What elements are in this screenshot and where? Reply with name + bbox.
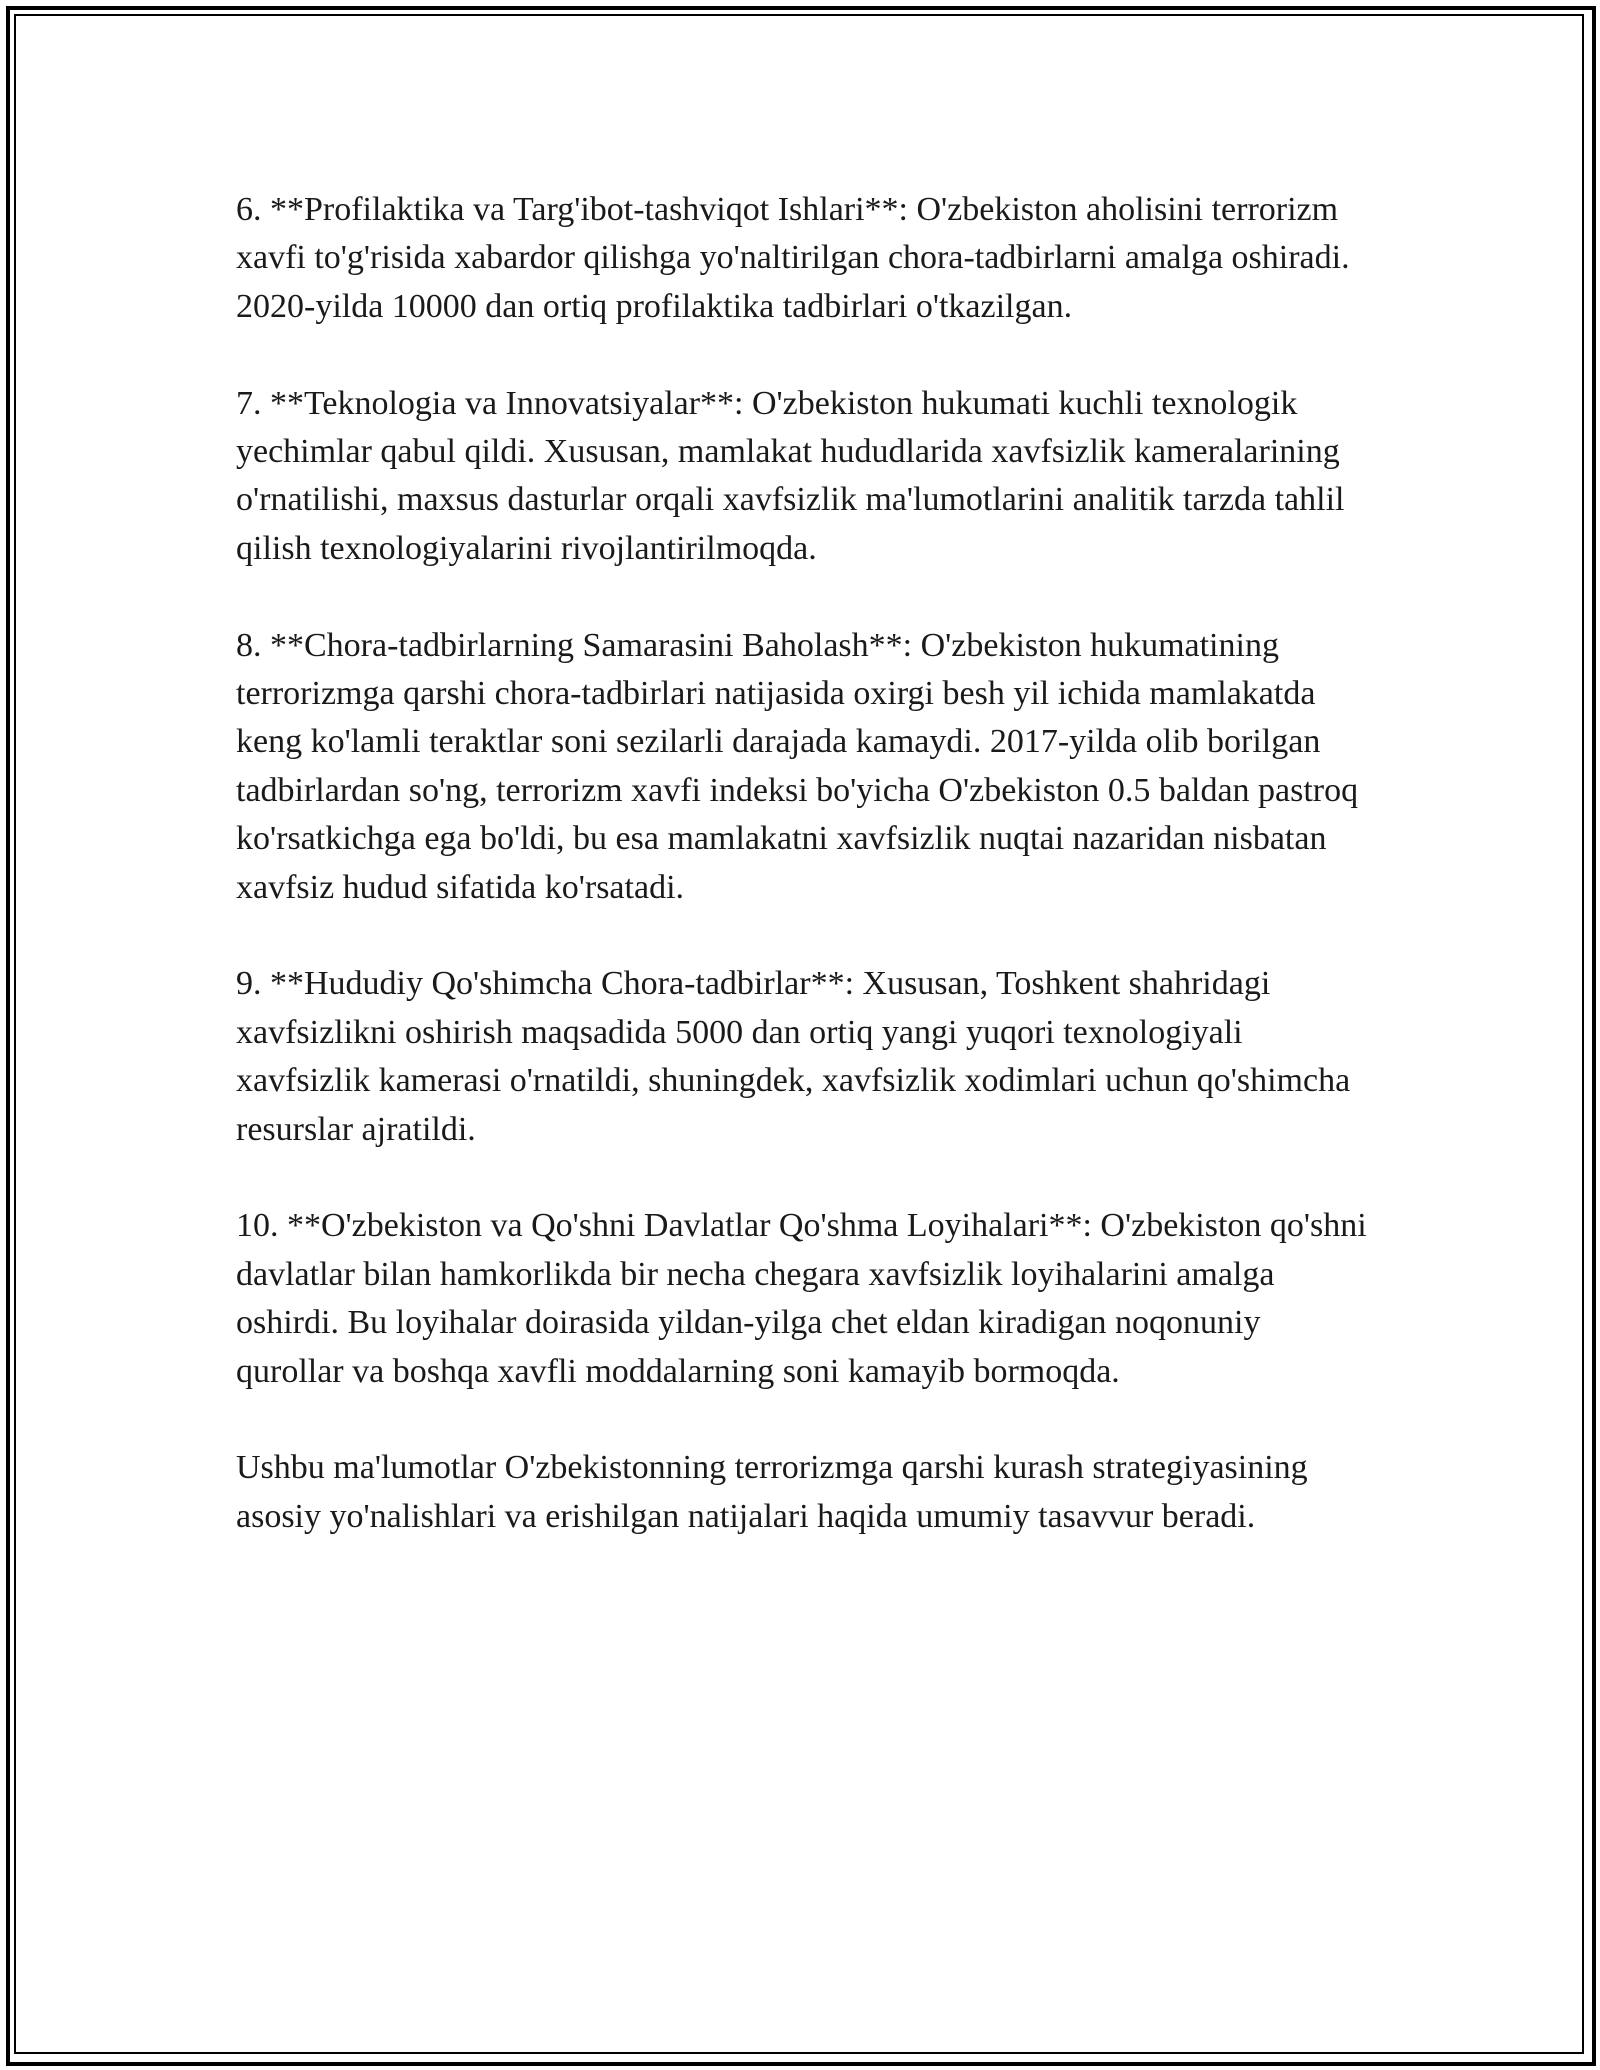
paragraph-item-6: 6. **Profilaktika va Targ'ibot-tashviqot Ishlari**: O'zbekiston aholisini terrorizm xavfi to'g'risida xabardor qilishga yo'naltirilgan chora-tadbirlarni amalga oshiradi. 2020-yilda 10000 dan ortiq profilaktika tadbirlari o'tkazilgan. xyxy=(236,191,1350,325)
paragraph-item-8: 8. **Chora-tadbirlarning Samarasini Baholash**: O'zbekiston hukumatining terrorizmga qarshi chora-tadbirlari natijasida oxirgi besh yil ichida mamlakatda keng ko'lamli teraktlar soni sezilarli darajada kamaydi. 2017-yilda olib borilgan tadbirlardan so'ng, terrorizm xavfi indeksi bo'yicha O'zbekiston 0.5 baldan pastroq ko'rsatkichga ega bo'ldi, bu esa mamlakatni xavfsizlik nuqtai nazaridan nisbatan xavfsiz hudud sifatida ko'rsatadi. xyxy=(236,626,1359,906)
summary-paragraph: Ushbu ma'lumotlar O'zbekistonning terrorizmga qarshi kurash strategiyasining asosiy yo'nalishlari va erishilgan natijalari haqida umumiy tasavvur beradi. xyxy=(236,1449,1308,1535)
paragraph-item-9: 9. **Hududiy Qo'shimcha Chora-tadbirlar**: Xususan, Toshkent shahridagi xavfsizlikni oshirish maqsadida 5000 dan ortiq yangi yuqori texnologiyali xavfsizlik kamerasi o'rnatildi, shuningdek, xavfsizlik xodimlari uchun qo'shimcha resurslar ajratildi. xyxy=(236,965,1351,1148)
document-body xyxy=(236,186,1372,1590)
paragraph-item-7: 7. **Teknologia va Innovatsiyalar**: O'zbekiston hukumati kuchli texnologik yechimlar qabul qildi. Xususan, mamlakat hududlarida xavfsizlik kameralarining o'rnatilishi, maxsus dasturlar orqali xavfsizlik ma'lumotlarini analitik tarzda tahlil qilish texnologiyalarini rivojlantirilmoqda. xyxy=(236,384,1345,567)
paragraph-item-10: 10. **O'zbekiston va Qo'shni Davlatlar Qo'shma Loyihalari**: O'zbekiston qo'shni davlatlar bilan hamkorlikda bir necha chegara xavfsizlik loyihalarini amalga oshirdi. Bu loyihalar doirasida yildan-yilga chet eldan kiradigan noqonuniy qurollar va boshqa xavfli moddalarning soni kamayib bormoqda. xyxy=(236,1207,1367,1390)
